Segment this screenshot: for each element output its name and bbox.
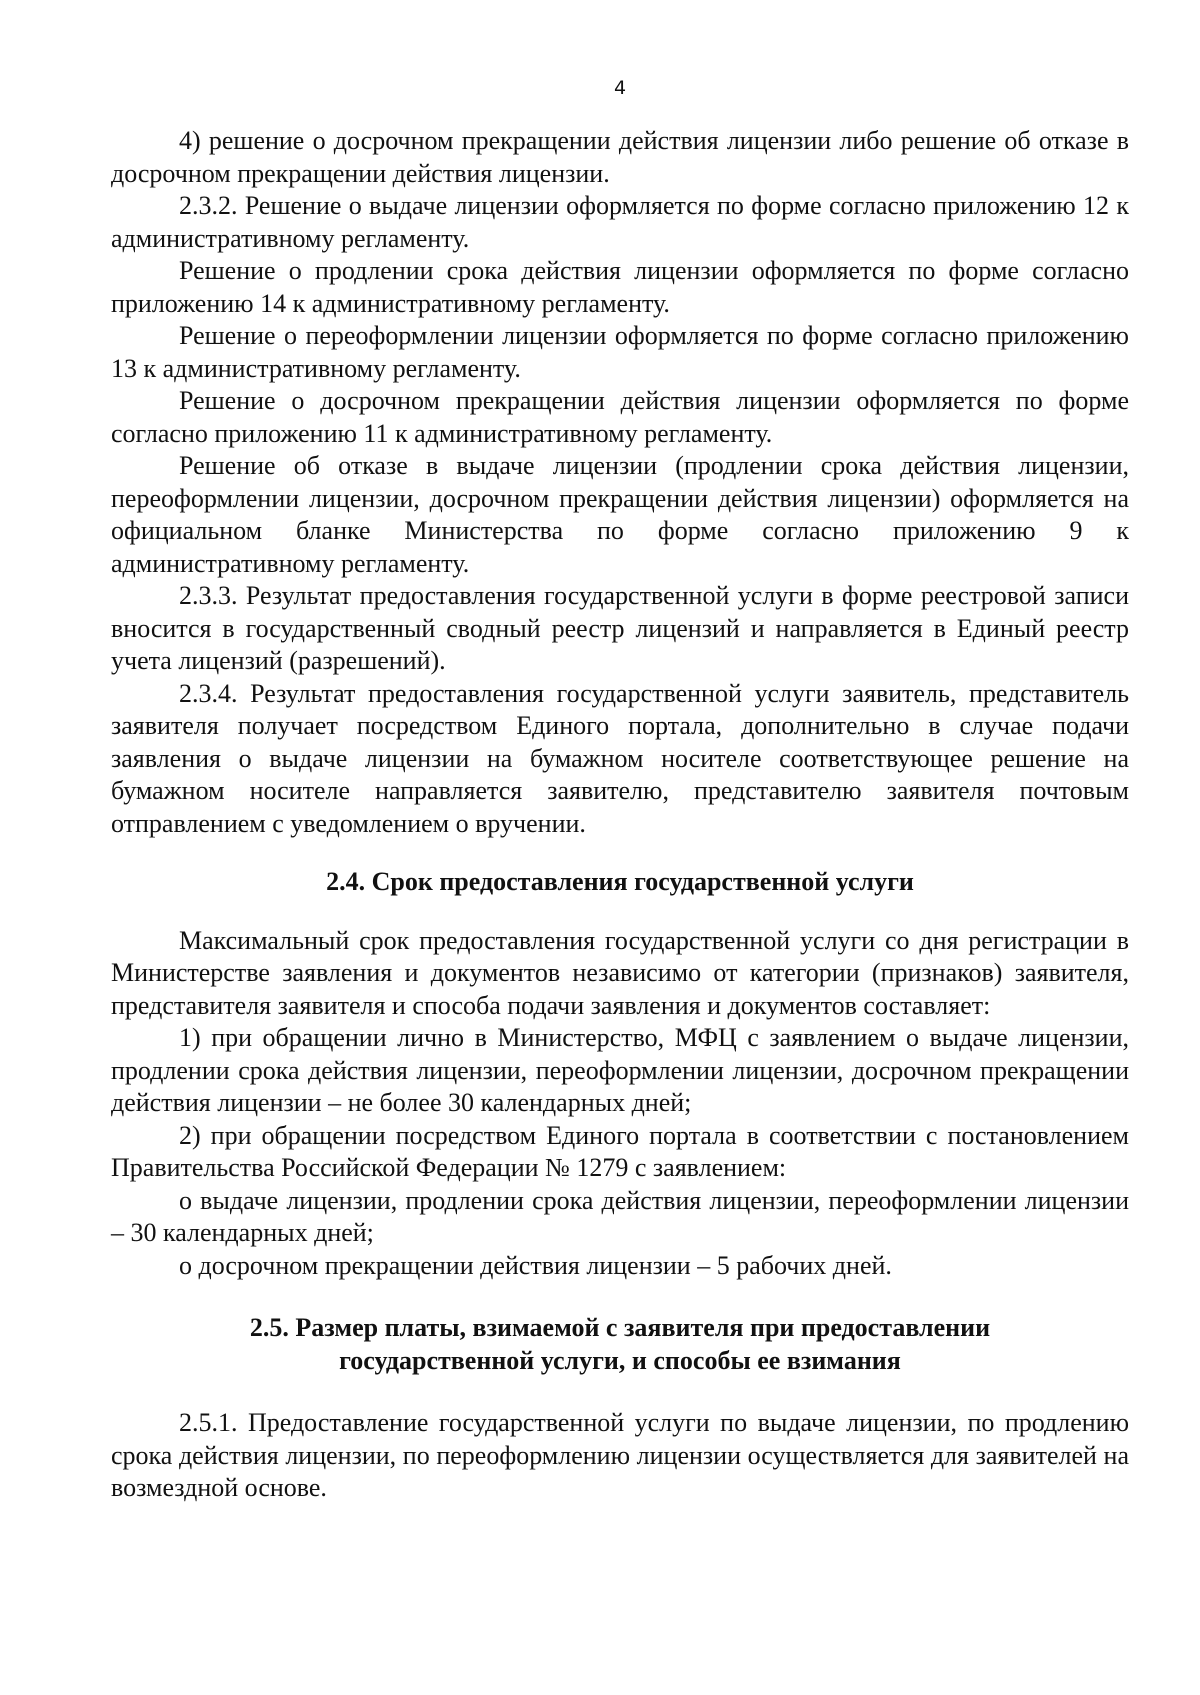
paragraph-2-3-4-result-delivery: 2.3.4. Результат предоставления государственной услуги заявитель, представитель заявителя получает посредством Единого портала, дополнительно в случае подачи заявления о выдаче лицензии на бумажном носителе соответствующее решение на бумажном носителе направляется заявителю, представителю заявителя почтовым отправлением с уведомлением о вручении. <box>111 678 1129 838</box>
paragraph-term-portal-issue: о выдаче лицензии, продлении срока действия лицензии, переоформлении лицензии – 30 календарных дней; <box>111 1185 1129 1247</box>
document-body <box>111 125 1129 1505</box>
section-2-5-heading-line1: 2.5. Размер платы, взимаемой с заявителя при предоставлении <box>249 1313 991 1342</box>
paragraph-max-term: Максимальный срок предоставления государственной услуги со дня регистрации в Министерстве заявления и документов независимо от категории (признаков) заявителя, представителя заявителя и способа подачи заявления и документов составляет: <box>111 925 1129 1020</box>
paragraph-reissue-decision: Решение о переоформлении лицензии оформляется по форме согласно приложению 13 к административному регламенту. <box>111 321 1129 383</box>
paragraph-extension-decision: Решение о продлении срока действия лицензии оформляется по форме согласно приложению 14 к административному регламенту. <box>111 256 1129 318</box>
page-number: 4 <box>613 77 627 99</box>
section-2-4-heading: 2.4. Срок предоставления государственной услуги <box>326 867 914 896</box>
paragraph-early-termination-decision: Решение о досрочном прекращении действия лицензии оформляется по форме согласно приложению 11 к административному регламенту. <box>111 386 1129 448</box>
section-2-5-heading <box>111 1312 1129 1377</box>
paragraph-term-portal: 2) при обращении посредством Единого портала в соответствии с постановлением Правительства Российской Федерации № 1279 с заявлением: <box>111 1120 1129 1182</box>
paragraph-term-portal-termination: о досрочном прекращении действия лицензии – 5 рабочих дней. <box>179 1250 892 1280</box>
paragraph-2-5-1-paid-basis: 2.5.1. Предоставление государственной услуги по выдаче лицензии, по продлению срока действия лицензии, по переоформлению лицензии осуществляется для заявителей на возмездной основе. <box>111 1408 1129 1502</box>
paragraph-2-3-2-issue-decision: 2.3.2. Решение о выдаче лицензии оформляется по форме согласно приложению 12 к административному регламенту. <box>111 191 1129 253</box>
section-2-5-heading-line2: государственной услуги, и способы ее взимания <box>339 1345 901 1375</box>
paragraph-2-3-3-registry-record: 2.3.3. Результат предоставления государственной услуги в форме реестровой записи вносится в государственный сводный реестр лицензий и направляется в Единый реестр учета лицензий (разрешений). <box>111 581 1129 675</box>
paragraph-decision-early-termination-item: 4) решение о досрочном прекращении действия лицензии либо решение об отказе в досрочном прекращении действия лицензии. <box>111 126 1129 188</box>
paragraph-refusal-decision: Решение об отказе в выдаче лицензии (продлении срока действия лицензии, переоформлении лицензии, досрочном прекращении действия лицензии) оформляется на официальном бланке Министерства по форме согласно приложению 9 к административному регламенту. <box>111 451 1129 578</box>
paragraph-term-in-person: 1) при обращении лично в Министерство, МФЦ с заявлением о выдаче лицензии, продлении срока действия лицензии, переоформлении лицензии, досрочном прекращении действия лицензии – не более 30 календарных дней; <box>111 1023 1129 1117</box>
